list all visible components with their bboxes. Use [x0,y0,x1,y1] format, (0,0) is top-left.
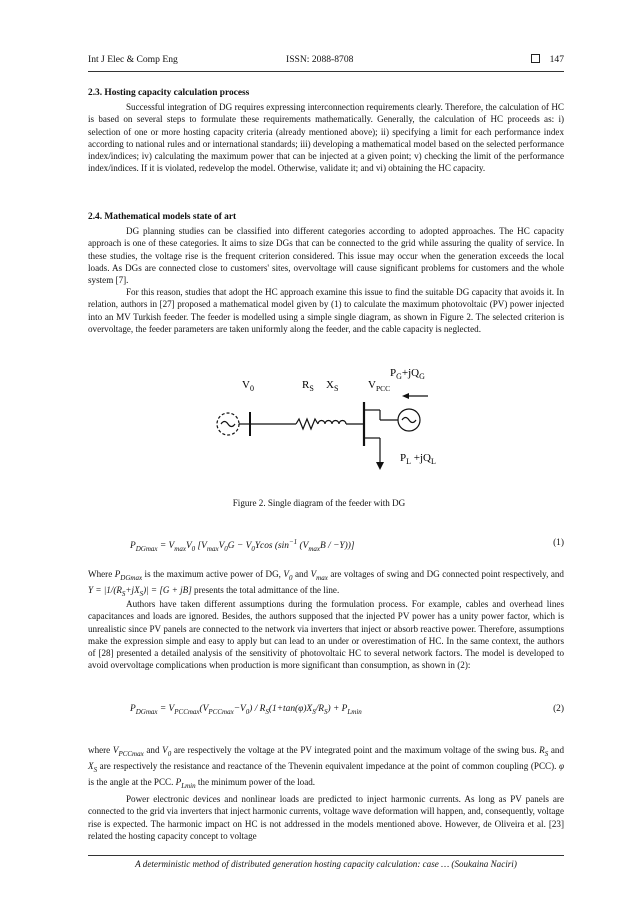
section-heading-2-4: 2.4. Mathematical models state of art [88,212,237,222]
paragraph-harmonics: Power electronic devices and nonlinear loads are predicted to inject harmonic currents. As long as PV panels are connected to the grid via inverters that inject harmonic currents, voltage wave deformation will happen, and, consequently, voltage rise is expected. The harmonic impact on HC is not addressed in the models mentioned above. However, de Oliveira et al. [23] related the hosting capacity concept to voltage [88,794,564,841]
equation-2: $P_{DGmax} = V_{PCCmax}(V_{PCCmax}-V_0) / R_S(1+\tan(\varphi)X_S/R_S) + P_{Lmin}$ (2) [130,704,564,716]
equation-1: $P_{DGmax} = V_{max}V_0$ [$V_{max}V_0G - V_0Ycos$ ($\sin^{-1}$ $(V_{max}B / -Y)$)] (1) [130,538,564,553]
footer-rule [88,855,564,856]
equation-2-number: (2) [553,704,564,714]
paragraph-where-eq2: where $V_{PCCmax}$ and $V_0$ are respectively the voltage at the PV integrated point and the maximum voltage of the swing bus. $R_S$ and $X_S$ are respectively the resistance and reactance of the Thevenin equivalent impedance at the point of common coupling (PCC). φ is the angle at the PCC. $P_{Lmin}$ the minimum power of the load. [88,745,565,791]
figure-caption: Figure 2. Single diagram of the feeder with DG [232,498,406,508]
label-v0: $V_0$ [242,379,254,393]
square-bullet-icon [531,54,540,63]
label-rs: $R_S$ [302,379,314,393]
page-number: 147 [549,54,564,65]
running-footer: A deterministic method of distributed generation hosting capacity calculation: case … (Soukaina Naciri) [135,859,517,869]
header-rule [88,71,564,72]
paragraph-dg-planning: DG planning studies can be classified into different categories according to adopted approaches. The HC capacity approach is one of these categories. It aims to size DGs that can be connected to the grid while assuring the quality of service. In these studies, the voltage rise is the frequent criterion considered. This issue may occur when the generation exceeds the local loads. As DGs are connected close to customers' sites, overvoltage will cause significant problems for customers and the whole system [7]. [88,226,564,286]
journal-name: Int J Elec & Comp Eng [88,54,178,65]
running-header [88,54,564,68]
section-heading-2-3: 2.3. Hosting capacity calculation process [88,88,250,98]
label-pl: $P_L +jQ_L$ [400,452,436,466]
label-xs: $X_S$ [326,379,339,393]
resistor-symbol [296,419,318,429]
feeder-single-line-diagram [190,358,480,478]
paragraph-assumptions: Authors have taken different assumptions during the formulation process. For example, cables and overhead lines capacitances and loads are ignored. Besides, the authors supposed that the injected PV power has a unity power factor, which is unrealistic since PV panels are connected to the network via inverters that inject or absorb reactive power. Therefore, assumptions make the expression simple and easy to apply but can lead to an under or overestimation of HC. In the same context, the authors of [28] presented a detailed analysis of the sensitivity of photovoltaic HC to several network factors. The model is developed to avoid overvoltage complications when production is more significant than consumption, as shown in (2): [88,599,564,671]
paragraph-hc-approach: For this reason, studies that adopt the HC approach examine this issue to find the suitable DG capacity that avoids it. In relation, authors in [27] proposed a mathematical model given by (1) to calculate the maximum photovoltaic (PV) power injected into an MV Turkish feeder. The feeder is modelled using a simple single diagram, as shown in Figure 2. The selected criterion is overvoltage, the feeder parameters are taken uniformly along the feeder, and the cable capacity is neglected. [88,287,564,334]
issn: ISSN: 2088-8708 [286,54,354,65]
label-pg: $P_G+jQ_G$ [390,367,425,381]
equation-1-number: (1) [553,538,564,548]
label-vpcc: $V_{PCC}$ [368,379,391,393]
paragraph-where-eq1: Where $P_{DGmax}$ is the maximum active power of DG, $V_0$ and $V_{max}$ are voltages of swing and DG connected point respectively, and $Y = |1/(R_S+jX_S)| = [G + jB]$ presents the total admittance of the line. [88,569,564,598]
inductor-symbol [318,421,346,425]
paragraph-hc-process: Successful integration of DG requires expressing interconnection requirements clearly. Therefore, the calculation of HC is based on several steps to formulate these requirements mathematically. Generally, the calculation of HC proceeds as: i) selection of one or more hosting capacity criteria (already mentioned above); ii) specifying a limit for each performance index according to national rules and or international standards; iii) developing a mathematical model based on the selected performance index/indices; iv) calculating the maximum power that can be injected at a given point; v) checking the limit of the performance index/indices. If it is violated, redevelop the model. Otherwise, validate it; and vi) obtaining the HC capacity. [88,102,564,174]
